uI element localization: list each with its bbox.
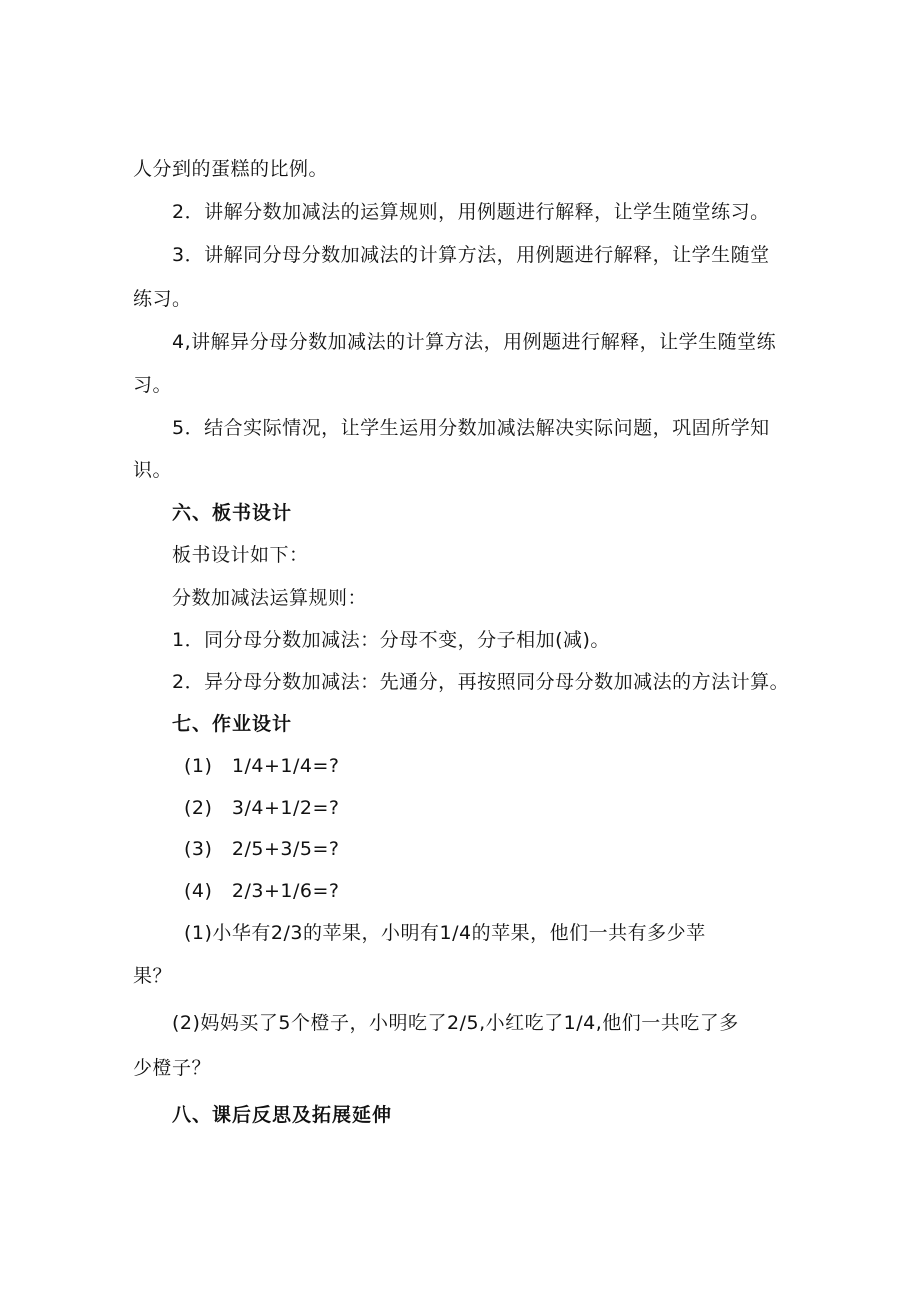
board-rule-1: 1．同分母分数加减法：分母不变，分子相加(减)。 xyxy=(172,629,610,651)
board-rule-2: 2．异分母分数加减法：先通分，再按照同分母分数加减法的方法计算。 xyxy=(172,671,790,693)
board-rules-title: 分数加减法运算规则： xyxy=(172,587,368,609)
paragraph-line-1: 人分到的蛋糕的比例。 xyxy=(133,158,329,180)
board-design-intro: 板书设计如下： xyxy=(172,544,309,566)
list-item-5: 5．结合实际情况，让学生运用分数加减法解决实际问题，巩固所学知 xyxy=(172,417,770,439)
word-problem-2: (2)妈妈买了5个橙子，小明吃了2/5,小红吃了1/4,他们一共吃了多 xyxy=(172,1012,739,1034)
list-item-3-cont: 练习。 xyxy=(133,288,192,310)
list-item-2: 2．讲解分数加减法的运算规则，用例题进行解释，让学生随堂练习。 xyxy=(172,201,770,223)
homework-item-2: (2) 3/4+1/2=? xyxy=(184,797,340,819)
list-item-5-cont: 识。 xyxy=(133,459,173,481)
section-heading-reflection: 八、课后反思及拓展延伸 xyxy=(172,1104,393,1126)
homework-item-4: (4) 2/3+1/6=? xyxy=(184,880,340,902)
list-item-4: 4,讲解异分母分数加减法的计算方法，用例题进行解释，让学生随堂练 xyxy=(172,331,777,353)
word-problem-1-cont: 果？ xyxy=(133,965,173,987)
homework-item-3: (3) 2/5+3/5=? xyxy=(184,838,340,860)
word-problem-2-cont: 少橙子？ xyxy=(133,1057,212,1079)
homework-item-1: (1) 1/4+1/4=? xyxy=(184,755,340,777)
list-item-3: 3．讲解同分母分数加减法的计算方法，用例题进行解释，让学生随堂 xyxy=(172,244,770,266)
list-item-4-cont: 习。 xyxy=(133,374,173,396)
section-heading-homework: 七、作业设计 xyxy=(172,713,293,735)
word-problem-1: (1)小华有2/3的苹果，小明有1/4的苹果，他们一共有多少苹 xyxy=(184,922,706,944)
section-heading-board-design: 六、板书设计 xyxy=(172,502,293,524)
